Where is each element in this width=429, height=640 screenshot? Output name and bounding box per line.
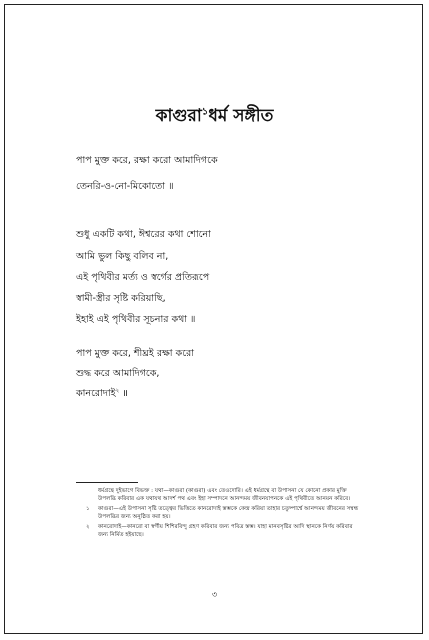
footnote-separator [76, 482, 138, 483]
footnote-2-text: কানরোদাই—কানরো বা স্বর্গীয় শিশিরবিন্দু গ্রহণ করিবার জন্য পবিত্র স্তম্ভ। যাহা মানবসৃষ্টির আদি স্থানকে নির্ণয় করিবার জন্য নির্মিত হইয়াছে। [98, 524, 353, 538]
footnote-2 [86, 523, 360, 539]
title-text-start: কাগুরা [155, 106, 202, 126]
stanza-2-line-4: স্বামী-স্ত্রীর সৃষ্টি করিয়াছি, [76, 293, 166, 304]
footnote-intro: ধর্মগ্রন্থে দুইভাগে বিভক্ত : যথা—কাগুরা (কাগুরা) এবং তেওদোরি। এই ধর্মগ্রন্থে বা উপাসনা যে কোনো প্রকার মুক্তি উপলব্ধি করিবার এক যথাযথ আদর্শ পথ এবং ইহা সম্পাদনে আনন্দময় জীবনযাপনকে এই পৃথিবীতে আনয়ন করিবে। [98, 488, 351, 502]
stanza-2-line-5: ইহাই এই পৃথিবীর সূচনার কথা ॥ [76, 314, 196, 325]
stanza-3-line-2: শুদ্ধ করে আমাদিগকে, [76, 368, 160, 379]
footnotes [86, 487, 360, 541]
stanza-3-line-3-text: কানরোদাই [76, 388, 116, 399]
stanza-2-line-1: শুধু একটি কথা, ঈশ্বরের কথা শোনো [76, 229, 211, 240]
footnote-1-number: ১ [86, 506, 90, 512]
footnote-1-text: কাগুরা—এই উপাসনা সৃষ্টি তত্ত্বের ভিত্তিতে কানরোদাই স্তম্ভকে কেন্দ্র করিয়া তাহার চতুষ্পার্শ্বে আনন্দময় জীবনের সম্বন্ধ উপলব্ধির জন্য অনুষ্ঠিত করা হয়। [98, 506, 359, 520]
stanza-2-line-2: আমি ভুল কিছু বলিব না, [76, 251, 169, 262]
stanza-2-line-3: এই পৃথিবীর মর্ত্য ও স্বর্গের প্রতিরূপে [76, 272, 210, 283]
footnote-marker-1: ১ [201, 106, 209, 118]
footnote-1 [86, 505, 360, 521]
stanza-3-line-3 [76, 387, 128, 401]
title-text-end: ধর্ম সঙ্গীত [208, 106, 274, 126]
footnote-marker-2: ২ [115, 387, 120, 394]
page-number: ৩ [211, 590, 218, 599]
stanza-1-line-2: তেনরি-ও-নো-মিকোতো ॥ [76, 181, 174, 192]
footnote-2-number: ২ [86, 524, 90, 530]
stanza-1-line-1: পাপ মুক্ত করে, রক্ষা করো আমাদিগকে [76, 155, 218, 166]
page-title [0, 103, 429, 131]
stanza-3-line-3-end: ॥ [119, 388, 128, 399]
stanza-3-line-1: পাপ মুক্ত করে, শীঘ্রই রক্ষা করো [76, 348, 194, 359]
